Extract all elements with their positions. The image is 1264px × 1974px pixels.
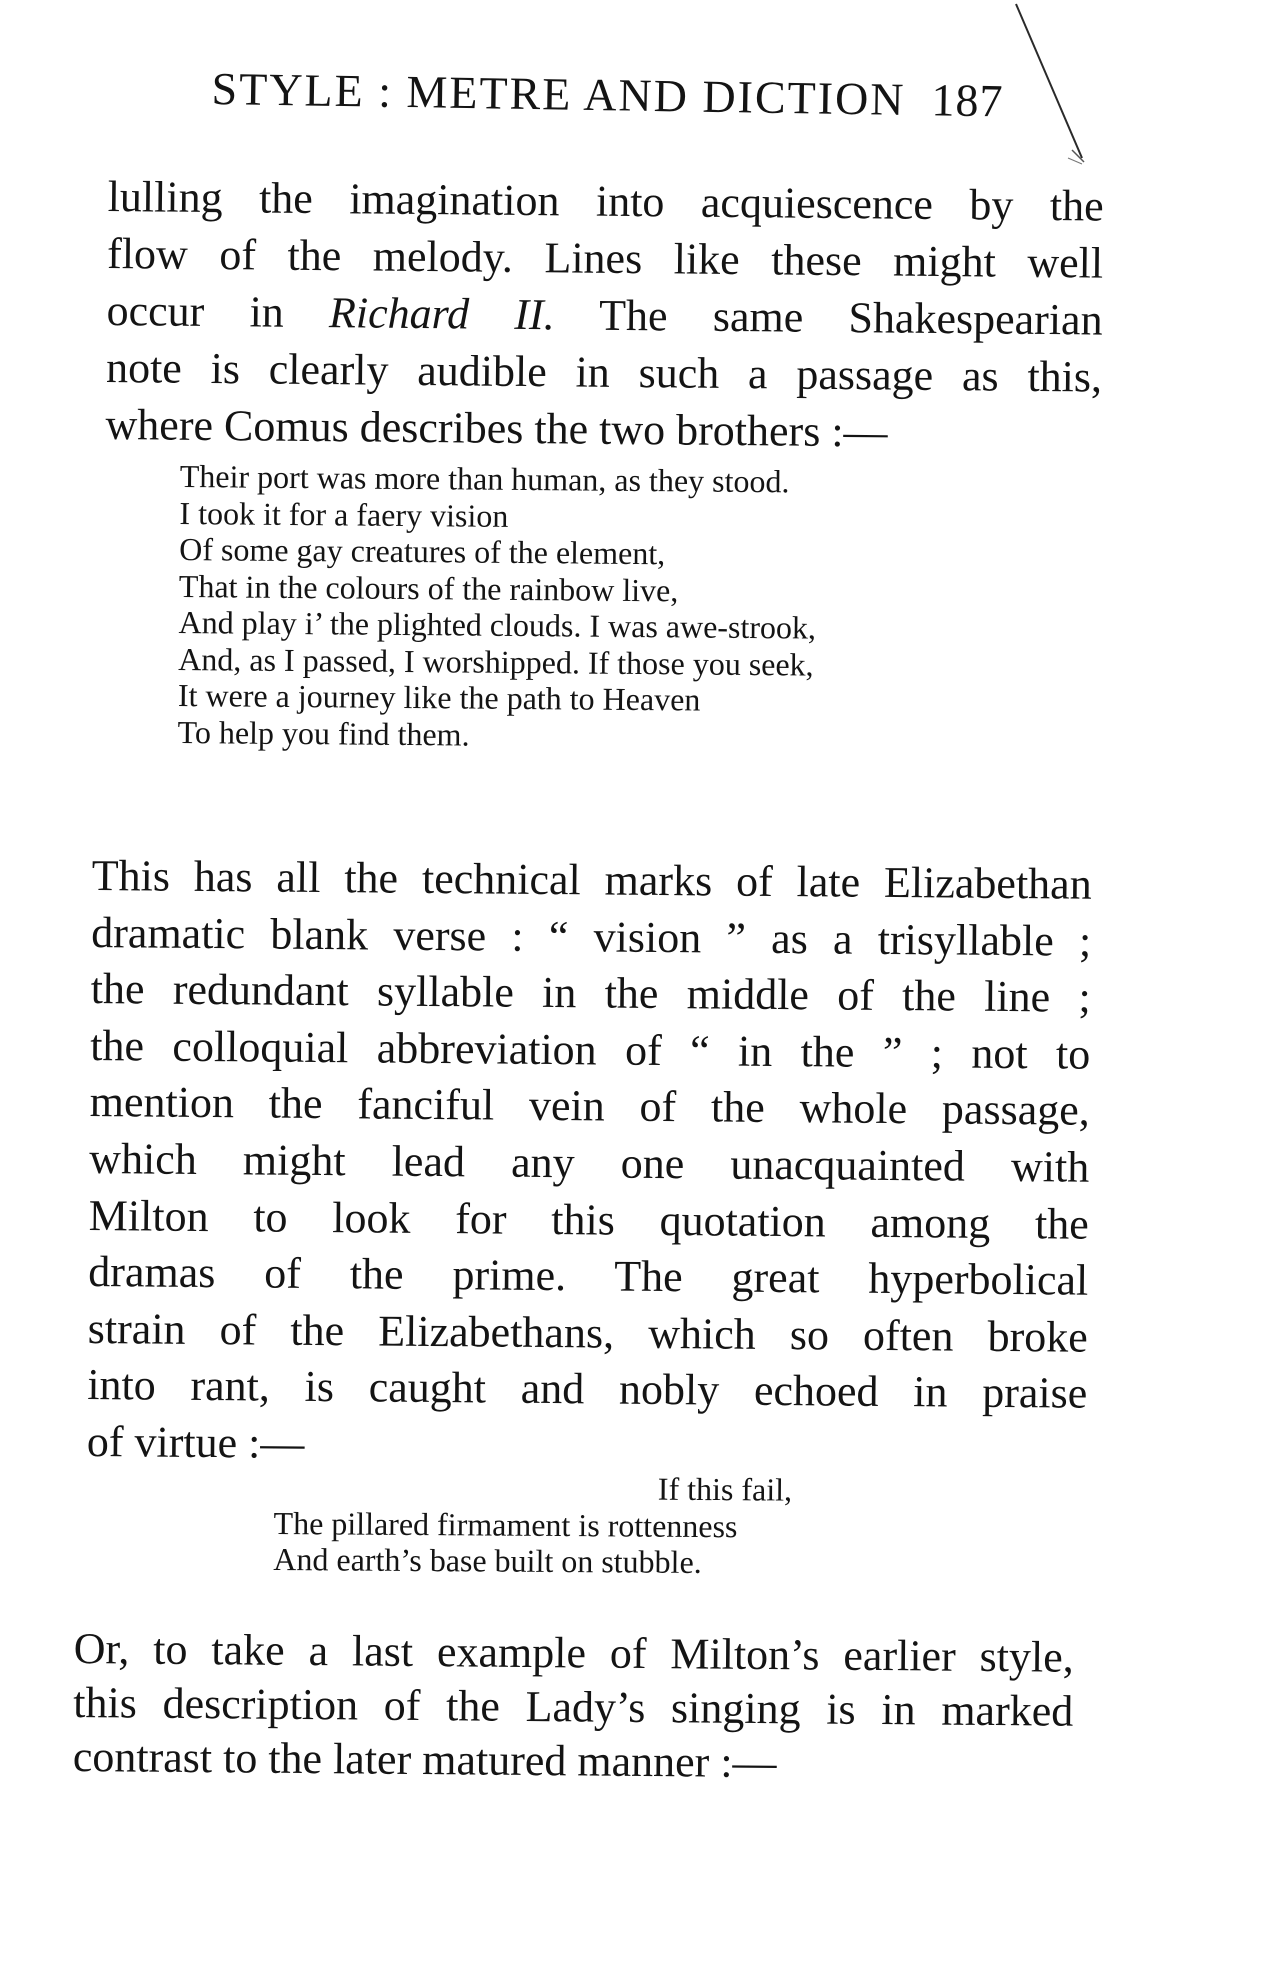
verse-line: If this fail,	[657, 1470, 793, 1508]
text-line	[106, 282, 1103, 349]
verse-quotation-1	[177, 458, 817, 756]
text-line: mention the fanciful vein of the whole passage,	[89, 1077, 1090, 1136]
text-line: note is clearly audible in such a passage as this,	[105, 342, 1103, 402]
paragraph-1	[105, 168, 1104, 463]
text-line: strain of the Elizabethans, which so often broke	[87, 1303, 1088, 1362]
verse-line: The pillared firmament is rottenness	[273, 1504, 738, 1544]
text-line: dramas of the prime. The great hyperbolical	[88, 1247, 1089, 1305]
verse-line: I took it for a faery vision	[179, 494, 509, 534]
paragraph-3	[73, 1622, 1074, 1793]
text-segment: occur in	[106, 285, 330, 338]
text-line: lulling the imagination into acquiescence by the	[107, 171, 1104, 231]
verse-line: And earth’s base built on stubble.	[273, 1540, 702, 1580]
text-line: where Comus describes the two brothers :—	[105, 399, 888, 457]
text-line: this description of the Lady’s singing is in marked	[73, 1677, 1074, 1736]
text-line: This has all the technical marks of late Elizabethan	[91, 850, 1092, 909]
text-line: the redundant syllable in the middle of the line ;	[90, 964, 1091, 1022]
verse-line: To help you find them.	[177, 713, 470, 753]
text-line: contrast to the later matured manner :—	[72, 1731, 777, 1788]
verse-line: It were a journey like the path to Heaven	[177, 676, 701, 718]
text-line: into rant, is caught and nobly echoed in praise	[87, 1360, 1088, 1419]
page-number: 187	[931, 74, 1004, 127]
text-line: Or, to take a last example of Milton’s earlier style,	[73, 1623, 1074, 1682]
text-line: which might lead any one unacquainted with	[89, 1133, 1090, 1192]
text-line: Milton to look for this quotation among the	[88, 1190, 1089, 1249]
text-line: the colloquial abbreviation of “ in the ” ; not to	[90, 1020, 1091, 1079]
verse-line: That in the colours of the rainbow live,	[178, 567, 679, 608]
text-line: flow of the melody. Lines like these might well	[106, 228, 1104, 288]
text-segment: The same Shakespearian	[554, 290, 1103, 345]
text-line: of virtue :—	[86, 1416, 305, 1468]
italic-title: Richard II.	[328, 288, 555, 340]
verse-line: And play i’ the plighted clouds. I was awe-strook,	[178, 603, 817, 646]
verse-line: Their port was more than human, as they stood.	[179, 458, 790, 500]
paragraph-2	[87, 848, 1092, 1479]
running-header	[211, 63, 1112, 127]
verse-line: And, as I passed, I worshipped. If those you seek,	[178, 640, 814, 683]
verse-quotation-2	[273, 1468, 874, 1582]
text-line: dramatic blank verse : “ vision ” as a trisyllable ;	[91, 907, 1092, 966]
running-header-title: STYLE : METRE AND DICTION	[211, 63, 906, 125]
verse-line: Of some gay creatures of the element,	[179, 530, 666, 572]
